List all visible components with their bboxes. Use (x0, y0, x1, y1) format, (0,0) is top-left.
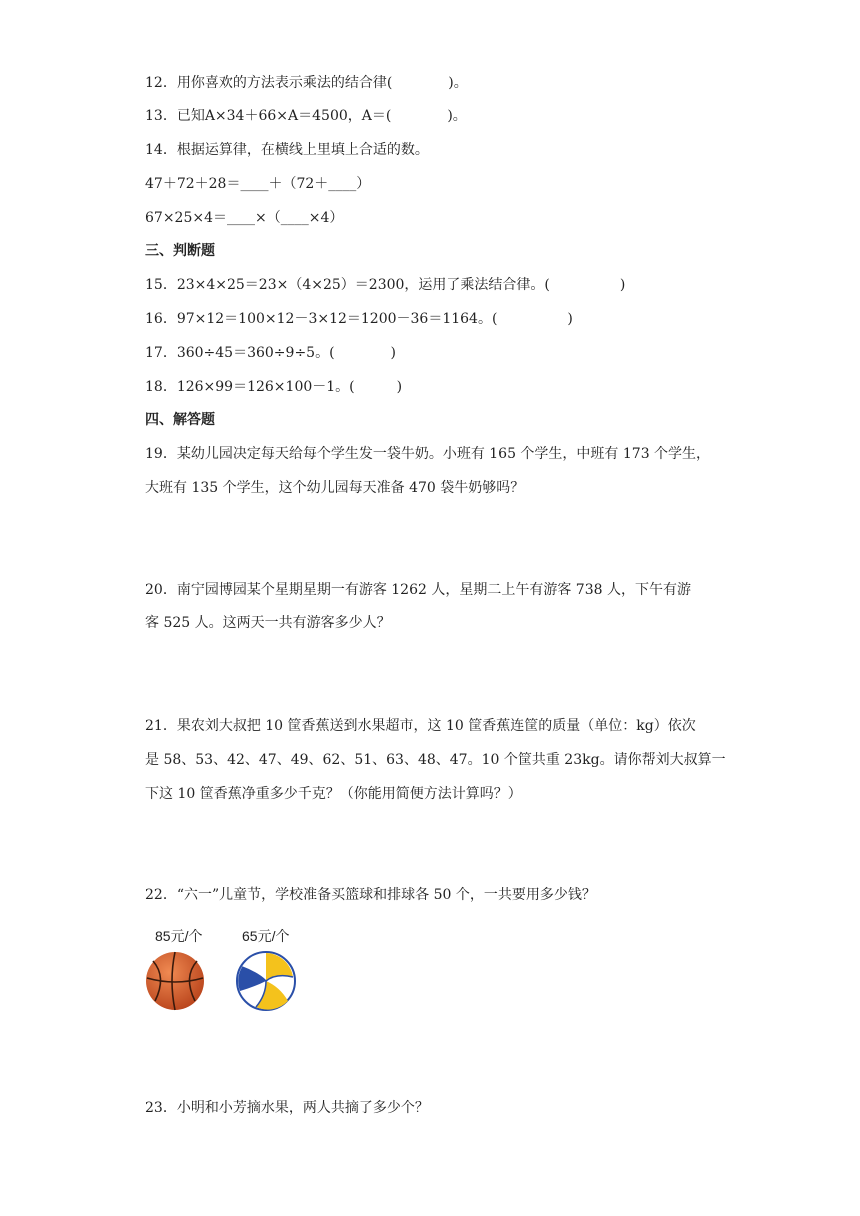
question-19-line-1: 19．某幼儿园决定每天给每个学生发一袋牛奶。小班有 165 个学生，中班有 173 个学生， (145, 446, 711, 462)
basketball-price: 85元/个 (155, 928, 203, 944)
question-15: 15．23×4×25＝23×（4×25）＝2300，运用了乘法结合律。( ) (145, 277, 626, 293)
volleyball-price: 65元/个 (242, 928, 290, 944)
question-14: 14．根据运算律，在横线上里填上合适的数。 (145, 142, 429, 158)
question-19-line-2: 大班有 135 个学生，这个幼儿园每天准备 470 袋牛奶够吗？ (145, 480, 525, 496)
question-20-line-1: 20．南宁园博园某个星期星期一有游客 1262 人，星期二上午有游客 738 人，下午有游 (145, 582, 691, 598)
section-heading-answers: 四、解答题 (145, 412, 215, 428)
section-heading-judgement: 三、判断题 (145, 243, 215, 259)
question-20-line-2: 客 525 人。这两天一共有游客多少人？ (145, 615, 391, 631)
question-23: 23．小明和小芳摘水果，两人共摘了多少个？ (145, 1100, 429, 1116)
basketball-icon (145, 951, 205, 1011)
question-12: 12．用你喜欢的方法表示乘法的结合律( )。 (145, 75, 468, 91)
question-17: 17．360÷45＝360÷9÷5。( ) (145, 345, 397, 361)
question-16: 16．97×12＝100×12－3×12＝1200－36＝1164。( ) (145, 311, 573, 327)
volleyball-icon (236, 951, 296, 1011)
question-21-line-2: 是 58、53、42、47、49、62、51、63、48、47。10 个筐共重 23kg。请你帮刘大叔算一 (145, 752, 726, 768)
question-14-line-2: 67×25×4＝____×（____×4） (145, 210, 344, 226)
question-22: 22．“六一”儿童节，学校准备买篮球和排球各 50 个，一共要用多少钱？ (145, 887, 596, 903)
question-13: 13．已知A×34＋66×A＝4500，A＝( )。 (145, 108, 467, 124)
question-21-line-1: 21．果农刘大叔把 10 筐香蕉送到水果超市，这 10 筐香蕉连筐的质量（单位：kg）依次 (145, 718, 696, 734)
question-14-line-1: 47＋72＋28＝____＋（72＋____） (145, 176, 371, 192)
question-18: 18．126×99＝126×100－1。( ) (145, 379, 403, 395)
question-21-line-3: 下这 10 筐香蕉净重多少千克？（你能用简便方法计算吗？） (145, 786, 522, 802)
